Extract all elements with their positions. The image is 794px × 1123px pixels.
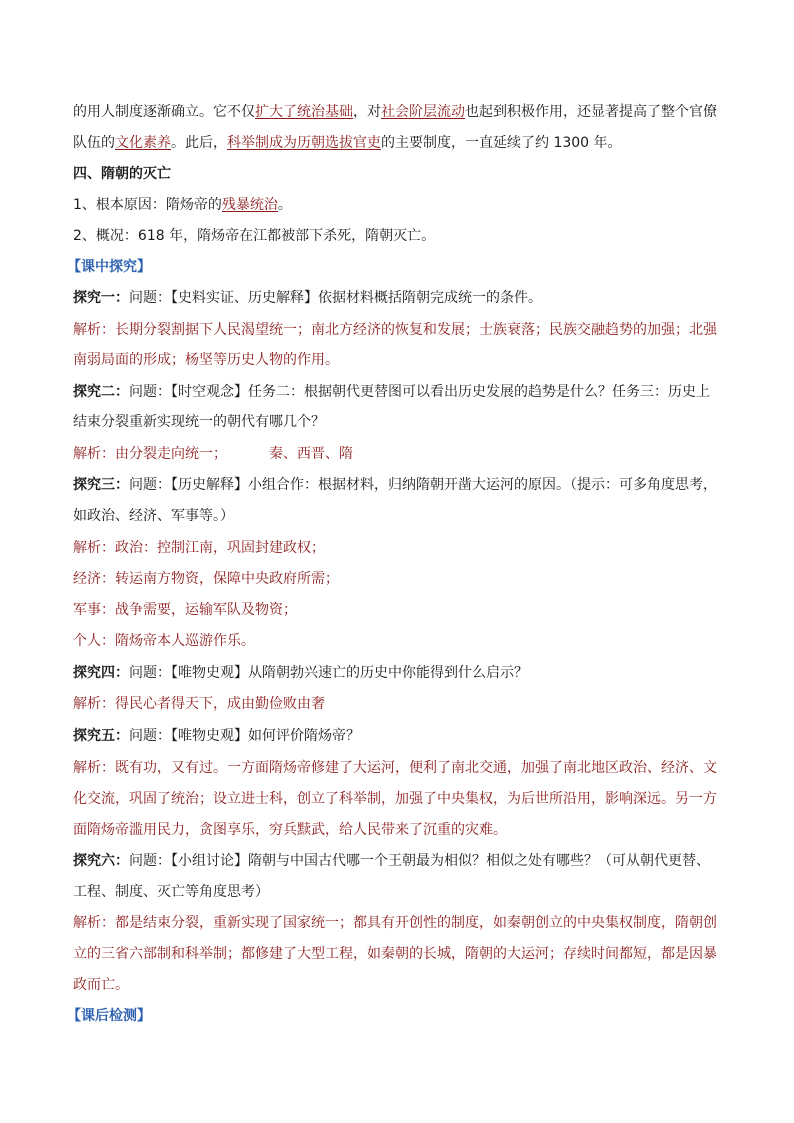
answer-line: 经济：转运南方物资，保障中央政府所需；: [73, 571, 339, 587]
answer-line: 解析：得民心者得天下，成由勤俭败由奢: [73, 696, 325, 712]
answer-line: 立的三省六部制和科举制；都修建了大型工程，如秦朝的长城，隋朝的大运河；存续时间都短，都是因暴: [73, 946, 717, 962]
question-1: 探究一：问题：【史料实证、历史解释】依据材料概括隋朝完成统一的条件。: [73, 290, 542, 306]
text-line: 1、根本原因：隋炀帝的残暴统治。: [73, 197, 292, 213]
answer-line: 解析：政治：控制江南，巩固封建政权；: [73, 540, 325, 556]
text-line: 队伍的文化素养。此后，科举制成为历朝选拔官吏的主要制度，一直延续了约 1300 年。: [73, 135, 622, 151]
keyword: 残暴统治: [221, 197, 278, 213]
answer-line: 解析：都是结束分裂，重新实现了国家统一；都具有开创性的制度，如秦朝创立的中央集权制度，隋朝创: [73, 915, 717, 931]
section-heading-after-class: 【课后检测】: [67, 1008, 151, 1024]
answer-line: 解析：长期分裂割据下人民渴望统一；南北方经济的恢复和发展；士族衰落；民族交融趋势的加强；北强: [73, 322, 717, 338]
question-6: 探究六：问题：【小组讨论】隋朝与中国古代哪一个王朝最为相似？相似之处有哪些？（可从朝代更替、: [73, 853, 710, 869]
answer-line: 军事：战争需要，运输军队及物资；: [73, 602, 297, 618]
answer-line: 解析：由分裂走向统一； 秦、西晋、隋: [73, 446, 353, 462]
keyword: 文化素养: [115, 135, 171, 151]
answer-line: 解析：既有功，又有过。一方面隋炀帝修建了大运河，便利了南北交通，加强了南北地区政治、经济、文: [73, 760, 717, 776]
question-5: 探究五：问题：【唯物史观】如何评价隋炀帝？: [73, 728, 360, 744]
question-6-cont: 工程、制度、灭亡等角度思考）: [73, 884, 269, 900]
answer-line: 化交流，巩固了统治；设立进士科，创立了科举制，加强了中央集权，为后世所沿用，影响深远。另一方: [73, 791, 717, 807]
answer-line: 个人：隋炀帝本人巡游作乐。: [73, 633, 255, 649]
text-line: 的用人制度逐渐确立。它不仅扩大了统治基础，对社会阶层流动也起到积极作用，还显著提高了整个官僚: [73, 104, 717, 120]
answer-line: 政而亡。: [73, 977, 129, 993]
question-3: 探究三：问题：【历史解释】小组合作：根据材料，归纳隋朝开凿大运河的原因。（提示：可多角度思考，: [73, 477, 717, 493]
question-3-cont: 如政治、经济、军事等。）: [73, 508, 234, 524]
question-2-cont: 结束分裂重新实现统一的朝代有哪几个？: [73, 414, 325, 430]
question-2: 探究二：问题：【时空观念】任务二：根据朝代更替图可以看出历史发展的趋势是什么？任务三：历史上: [73, 384, 710, 400]
keyword: 社会阶层流动: [381, 104, 465, 120]
keyword: 扩大了统治基础: [255, 104, 353, 120]
section-title: 四、隋朝的灭亡: [73, 166, 171, 182]
section-heading-classroom: 【课中探究】: [67, 259, 151, 275]
text-line: 2、概况：618 年，隋炀帝在江都被部下杀死，隋朝灭亡。: [73, 228, 436, 244]
keyword: 科举制成为历朝选拔官吏: [227, 135, 381, 151]
answer-line: 南弱局面的形成；杨坚等历史人物的作用。: [73, 352, 339, 368]
answer-line: 面隋炀帝滥用民力，贪图享乐，穷兵黩武，给人民带来了沉重的灾难。: [73, 822, 507, 838]
question-4: 探究四：问题：【唯物史观】从隋朝勃兴速亡的历史中你能得到什么启示？: [73, 665, 528, 681]
